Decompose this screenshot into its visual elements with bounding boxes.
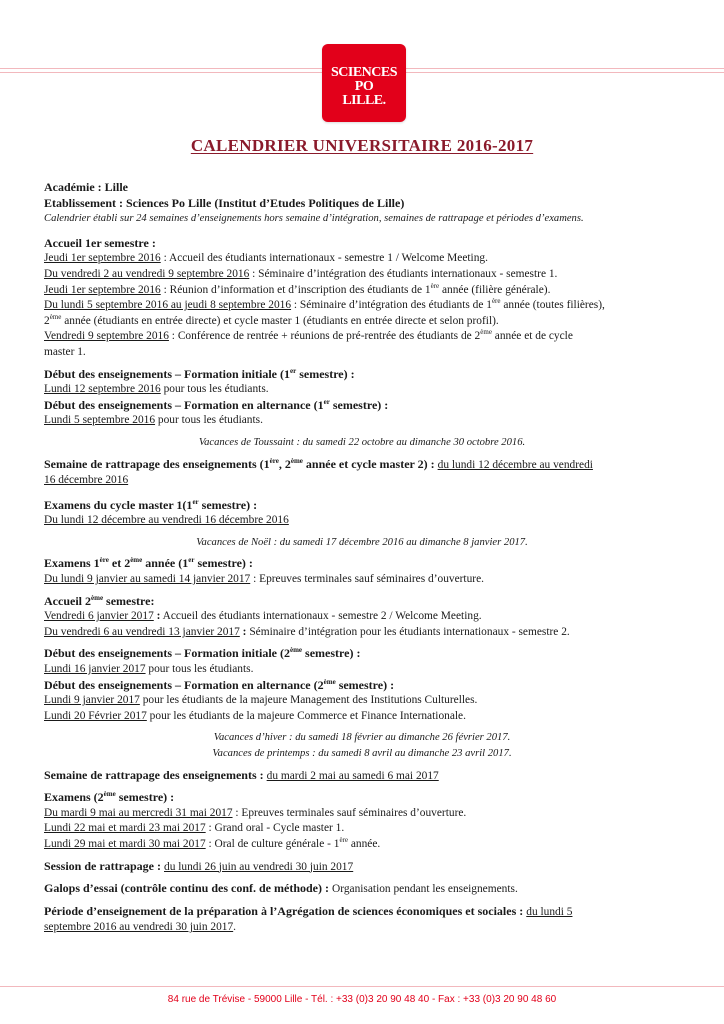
list-item: master 1. <box>44 345 86 358</box>
section-heading: Session de rattrapage : du lundi 26 juin au vendredi 30 juin 2017 <box>44 858 354 873</box>
footer-rule <box>0 986 724 987</box>
logo-line: PO <box>354 79 374 94</box>
page-title: CALENDRIER UNIVERSITAIRE 2016-2017 <box>190 136 534 155</box>
list-item: Lundi 12 septembre 2016 pour tous les étudiants. <box>44 383 269 396</box>
list-item: Jeudi 1er septembre 2016 : Réunion d’information et d’inscription des étudiants de 1ère année (filière générale). <box>44 281 551 296</box>
section-heading: Examens (2ème semestre) : <box>44 790 175 805</box>
section-heading: Semaine de rattrapage des enseignements (1ère, 2ème année et cycle master 2) : du lundi 12 décembre au vendredi <box>44 456 593 471</box>
section-heading: Accueil 1er semestre : <box>44 235 156 250</box>
calendar-body <box>44 180 680 936</box>
academie: Académie : Lille <box>44 180 128 194</box>
sciences-po-lille-logo <box>322 44 406 122</box>
list-item: Du lundi 9 janvier au samedi 14 janvier 2017 : Epreuves terminales sauf séminaires d’ouverture. <box>44 573 484 586</box>
section-heading: Début des enseignements – Formation en alternance (1er semestre) : <box>44 397 389 412</box>
vacances-note: Vacances d’hiver : du samedi 18 février au dimanche 26 février 2017. <box>213 732 511 744</box>
list-item: Du vendredi 2 au vendredi 9 septembre 2016 : Séminaire d’intégration des étudiants internationaux - semestre 1. <box>44 267 558 280</box>
logo-line: LILLE. <box>342 93 386 108</box>
list-item: Lundi 20 Février 2017 pour les étudiants de la majeure Commerce et Finance Internationale. <box>44 709 466 722</box>
section-heading: Examens 1ère et 2ème année (1er semestre) : <box>44 556 253 571</box>
section-heading: Début des enseignements – Formation en alternance (2ème semestre) : <box>44 677 395 692</box>
list-item: septembre 2016 au vendredi 30 juin 2017. <box>44 921 237 934</box>
section-heading: Galops d’essai (contrôle continu des conf. de méthode) : Organisation pendant les enseignements. <box>44 881 518 896</box>
section-heading: Examens du cycle master 1(1er semestre) : <box>44 497 258 512</box>
vacances-note: Vacances de printemps : du samedi 8 avril au dimanche 23 avril 2017. <box>212 748 512 759</box>
list-item: Lundi 9 janvier 2017 pour les étudiants de la majeure Management des Institutions Culturelles. <box>44 694 478 707</box>
section-heading: Début des enseignements – Formation initiale (1er semestre) : <box>44 366 355 381</box>
list-item: Lundi 5 septembre 2016 pour tous les étudiants. <box>44 414 263 427</box>
list-item: Lundi 29 mai et mardi 30 mai 2017 : Oral de culture générale - 1ère année. <box>44 836 381 850</box>
footer-address: 84 rue de Trévise - 59000 Lille - Tél. : +33 (0)3 20 90 48 40 - Fax : +33 (0)3 20 90 48 60 <box>167 994 557 1005</box>
list-item: Du lundi 12 décembre au vendredi 16 décembre 2016 <box>44 514 289 527</box>
list-item: Lundi 16 janvier 2017 pour tous les étudiants. <box>44 663 254 676</box>
list-item: 16 décembre 2016 <box>44 474 129 487</box>
list-item: Du lundi 5 septembre 2016 au jeudi 8 septembre 2016 : Séminaire d’intégration des étudiants de 1ère année (toutes filières), <box>44 297 605 312</box>
logo-line: SCIENCES <box>330 65 398 80</box>
vacances-note: Vacances de Toussaint : du samedi 22 octobre au dimanche 30 octobre 2016. <box>198 436 526 448</box>
intro-note: Calendrier établi sur 24 semaines d’enseignements hors semaine d’intégration, semaines de rattrapage et périodes d’examens. <box>44 213 584 225</box>
list-item: Du vendredi 6 au vendredi 13 janvier 2017 : Séminaire d’intégration pour les étudiants internationaux - semestre 2. <box>44 625 570 638</box>
list-item: Vendredi 9 septembre 2016 : Conférence de rentrée + réunions de pré-rentrée des étudiants de 2ème année et de cycle <box>44 328 573 343</box>
section-heading: Période d’enseignement de la préparation à l’Agrégation de sciences économiques et sociales : du lundi 5 <box>44 903 573 918</box>
list-item: Vendredi 6 janvier 2017 : Accueil des étudiants internationaux - semestre 2 / Welcome Meeting. <box>44 610 482 623</box>
section-heading: Début des enseignements – Formation initiale (2ème semestre) : <box>44 646 361 661</box>
vacances-note: Vacances de Noël : du samedi 17 décembre 2016 au dimanche 8 janvier 2017. <box>196 536 528 548</box>
list-item: Du mardi 9 mai au mercredi 31 mai 2017 : Epreuves terminales sauf séminaires d’ouverture. <box>44 806 467 819</box>
list-item: 2ème année (étudiants en entrée directe) et cycle master 1 (étudiants en entrée directe et selon profil). <box>44 312 499 327</box>
list-item: Lundi 22 mai et mardi 23 mai 2017 : Grand oral - Cycle master 1. <box>44 822 345 835</box>
section-heading: Accueil 2ème semestre: <box>44 593 155 608</box>
list-item: Jeudi 1er septembre 2016 : Accueil des étudiants internationaux - semestre 1 / Welcome Meeting. <box>44 252 488 265</box>
section-heading: Semaine de rattrapage des enseignements : du mardi 2 mai au samedi 6 mai 2017 <box>44 767 439 782</box>
etablissement: Etablissement : Sciences Po Lille (Institut d’Etudes Politiques de Lille) <box>44 195 405 210</box>
